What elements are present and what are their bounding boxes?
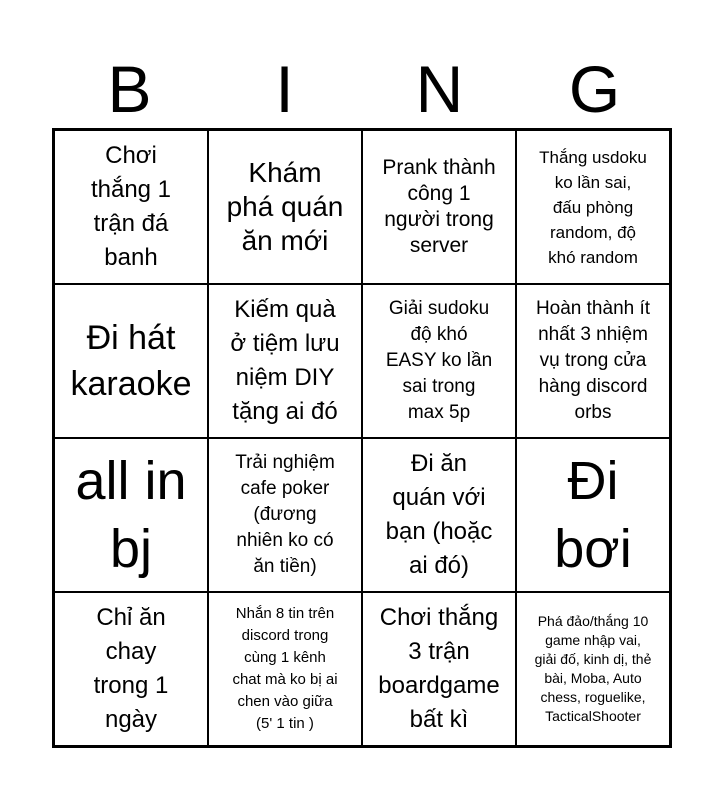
bingo-cell[interactable] [516, 592, 670, 746]
cell-text: Thắng usdoku ko lần sai, đấu phòng random, độ khó random [539, 147, 647, 267]
bingo-cell[interactable] [208, 284, 362, 438]
cell-text: Đi bơi [554, 451, 632, 579]
cell-text: Trải nghiệm cafe poker (đương nhiên ko có ăn tiền) [235, 452, 335, 577]
cell-text: Đi ăn quán với bạn (hoặc ai đó) [385, 450, 493, 579]
bingo-cell[interactable] [208, 438, 362, 592]
cell-text: Kiếm quà ở tiệm lưu niệm DIY tặng ai đó [230, 296, 340, 425]
bingo-cell[interactable] [54, 284, 208, 438]
bingo-cell[interactable] [208, 130, 362, 284]
bingo-cell[interactable] [516, 284, 670, 438]
cell-text: Chơi thắng 3 trận boardgame bất kì [378, 604, 500, 733]
bingo-cell[interactable] [362, 284, 516, 438]
cell-text: Giải sudoku độ khó EASY ko lần sai trong max 5p [385, 298, 493, 423]
cell-text: Prank thành công 1 người trong server [382, 156, 496, 257]
cell-text: Hoàn thành ít nhất 3 nhiệm vụ trong cửa hàng discord orbs [535, 298, 651, 423]
cell-text: Khám phá quán ăn mới [226, 157, 344, 256]
bingo-header [52, 50, 672, 128]
bingo-cell[interactable] [54, 592, 208, 746]
cell-text: Chỉ ăn chay trong 1 ngày [93, 604, 169, 733]
header-letter-n: N [415, 52, 464, 126]
cell-text: Chơi thắng 1 trận đá banh [90, 142, 172, 271]
cell-text: Nhắn 8 tin trên discord trong cùng 1 kênh chat mà ko bị ai chen vào giữa (5' 1 tin ) [232, 605, 338, 732]
bingo-cell[interactable] [362, 592, 516, 746]
bingo-cell[interactable] [54, 438, 208, 592]
bingo-grid [52, 128, 672, 748]
cell-text: all in bj [75, 451, 187, 579]
header-letter-b: B [107, 52, 152, 126]
header-letter-i: I [275, 52, 294, 126]
bingo-cell[interactable] [54, 130, 208, 284]
header-letter-g: G [568, 52, 621, 126]
bingo-cell[interactable] [362, 130, 516, 284]
cell-text: Đi hát karaoke [70, 319, 192, 403]
bingo-cell[interactable] [362, 438, 516, 592]
cell-text: Phá đảo/thắng 10 game nhập vai, giải đố, kinh dị, thẻ bài, Moba, Auto chess, roguelike, TacticalShooter [534, 613, 652, 724]
bingo-cell[interactable] [208, 592, 362, 746]
bingo-cell[interactable] [516, 438, 670, 592]
bingo-cell[interactable] [516, 130, 670, 284]
